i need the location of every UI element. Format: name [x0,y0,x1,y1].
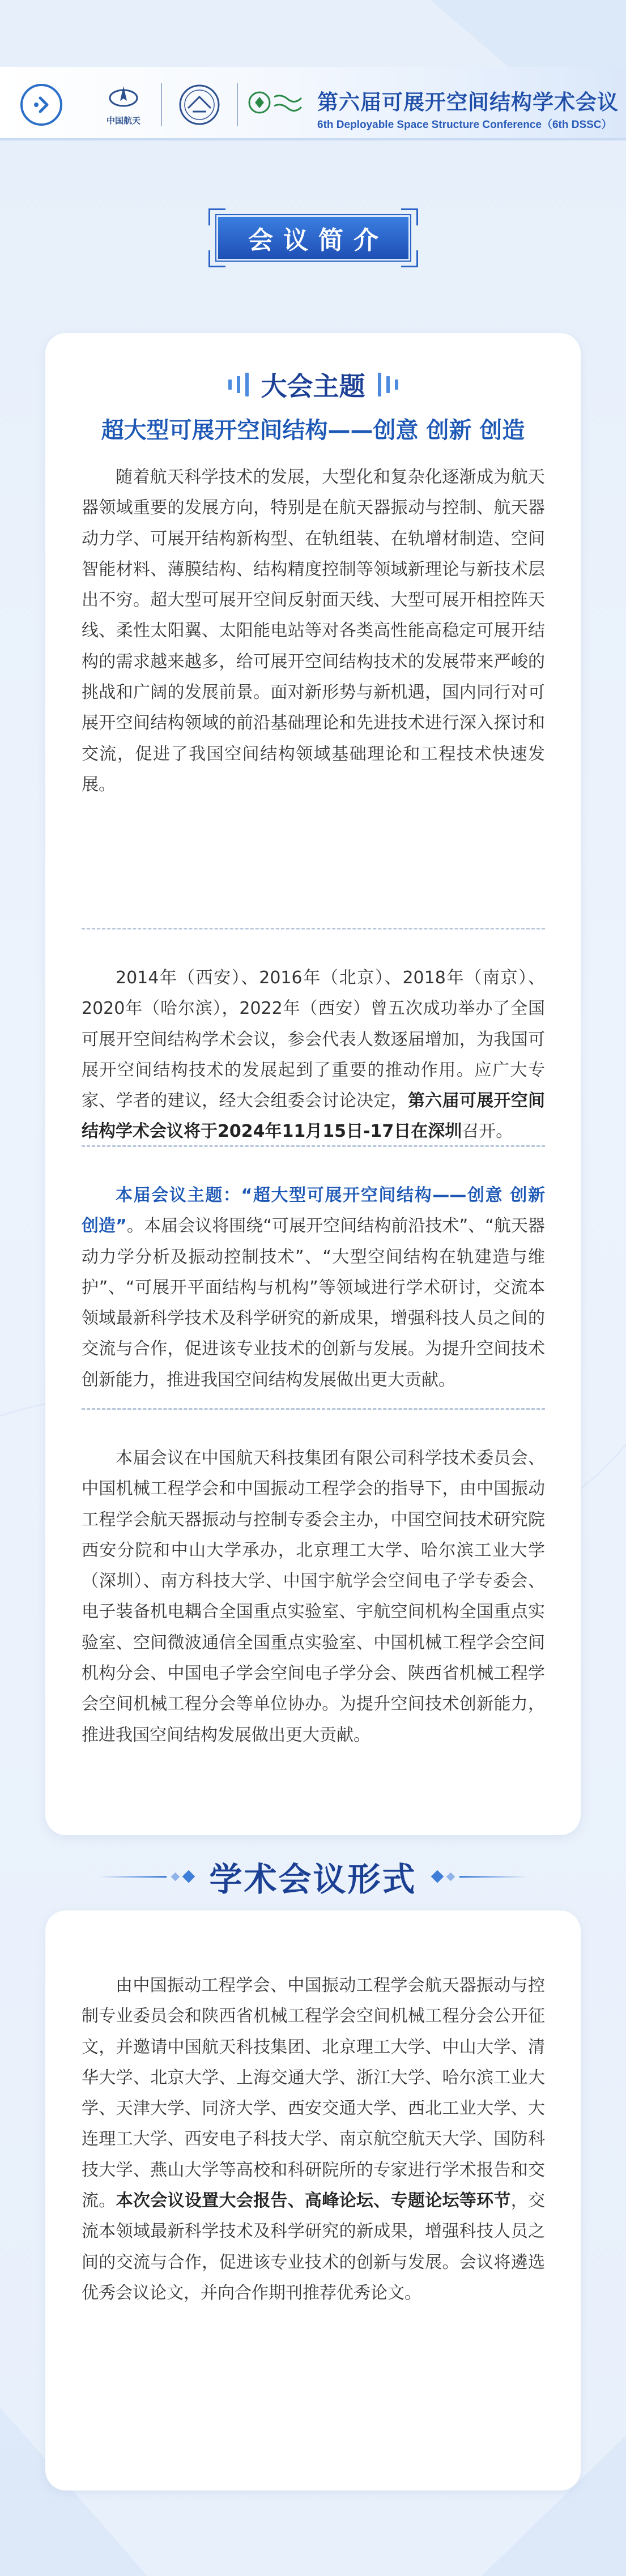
format-end: ，交流本领域最新科学技术及科学研究的新成果，增强科技人员之间的交流与合作，促进该专业技术的创新与发展。会议将遴选优秀会议论文，并向合作期刊推荐优秀论文。 [82,2191,546,2303]
university-emblem-icon [247,82,304,127]
university-logo [248,79,303,130]
logo-group [96,79,303,130]
theme-subtitle: 超大型可展开空间结构——创意 创新 创造 [101,417,525,443]
format-card [45,1910,581,2490]
logo-divider [237,83,238,126]
section-heading-format [0,1851,626,1902]
paragraph-divider [82,1145,545,1147]
dssc-emblem-icon [177,82,222,127]
casc-logo-caption: 中国航天 [106,115,140,126]
p2-text: 2014年（西安）、2016年（北京）、2018年（南京）、2020年（哈尔滨），2022年（西安）曾五次成功举办了全国可展开空间结构学术会议，参会代表人数逐届增加，为我国可展开空间结构技术的发展起到了重要的推动作用。应广大专家、学者的建议，经大会组委会讨论决定， [82,968,545,1111]
p2-end: 召开。 [462,1121,513,1142]
heading-bars-left-icon [228,373,249,396]
intro-paragraph-3 [82,1180,545,1396]
chevron-right-icon [29,92,54,117]
intro-paragraph-1: 随着航天科学技术的发展，大型化和复杂化逐渐成为航天器领域重要的发展方向，特别是在航天器振动与控制、航天器动力学、可展开结构新构型、在轨组装、在轨增材制造、空间智能材料、薄膜结构、结构精度控制等领域新理论与新技术层出不穷。超大型可展开空间反射面天线、大型可展开相控阵天线、柔性太阳翼、太阳能电站等对各类高性能高稳定可展开结构的需求越来越多，给可展开空间结构技术的发展带来严峻的挑战和广阔的发展前景。面对新形势与新机遇，国内同行对可展开空间结构领域的前沿基础理论和先进技术进行深入探讨和交流，促进了我国空间结构领域基础理论和工程技术快速发展。 [82,467,545,795]
paragraph-divider [82,928,545,929]
conference-subtitle: 6th Deployable Space Structure Conference（6th DSSC） [317,119,612,131]
diamond-right-icon [433,1872,527,1881]
theme-heading-row [45,366,581,403]
intro-paragraph-2 [82,963,545,1148]
nav-button[interactable] [20,84,62,126]
logo-divider [161,83,162,126]
header [0,0,626,215]
format-paragraph [82,1971,545,2309]
format-highlight: 本次会议设置大会报告、高峰论坛、专题论坛等环节 [116,2191,511,2211]
conference-title: 第六届可展开空间结构学术会议 [317,90,619,114]
theme-heading: 大会主题 [261,371,365,402]
format-text: 由中国振动工程学会、中国振动工程学会航天器振动与控制专业委员会和陕西省机械工程学会空间机械工程分会公开征文，并邀请中国航天科技集团、北京理工大学、中山大学、清华大学、北京大学、上海交通大学、浙江大学、哈尔滨工业大学、天津大学、同济大学、西安交通大学、西北工业大学、大连理工大学、西安电子科技大学、南京航空航天大学、国防科技大学、燕山大学等高校和科研院所的专家进行学术报告和交流。 [82,1976,545,2211]
banner-label-box [216,215,410,261]
section-banner-intro [208,208,418,267]
diamond-left-icon [99,1872,193,1881]
p2-date-highlight: 第六届可展开空间结构学术会议将于2024年11月15日-17日在深圳 [82,1091,546,1142]
dssc-logo [172,79,227,130]
casc-logo [96,79,151,130]
heading-bars-right-icon [378,373,398,396]
banner-label: 会议简介 [248,226,389,255]
format-heading: 学术会议形式 [209,1860,417,1899]
paragraph-divider [82,1408,545,1410]
p3-text: 。本届会议将围绕“可展开空间结构前沿技术”、“航天器动力学分析及振动控制技术”、“大型空间结构在轨建造与维护”、“可展开平面结构与机构”等领域进行学术研讨，交流本领域最新科学技术及科学研究的新成果，增强科技人员之间的交流与合作，促进该专业技术的创新与发展。为提升空间技术创新能力，推进我国空间结构发展做出更大贡献。 [82,1216,545,1390]
intro-card [45,333,581,1835]
intro-paragraph-4: 本届会议在中国航天科技集团有限公司科学技术委员会、中国机械工程学会和中国振动工程学会的指导下，由中国振动工程学会航天器振动与控制专委会主办，中国空间技术研究院西安分院和中山大学承办，北京理工大学、哈尔滨工业大学（深圳）、南方科技大学、中国宇航学会空间电子学专委会、电子装备机电耦合全国重点实验室、宇航空间机构全国重点实验室、空间微波通信全国重点实验室、中国机械工程学会空间机构分会、中国电子学会空间电子学分会、陕西省机械工程学会空间机械工程分会等单位协办。为提升空间技术创新能力，推进我国空间结构发展做出更大贡献。 [82,1448,545,1745]
p3-theme-label: 本届会议主题：“超大型可展开空间结构——创意 创新 创造” [82,1185,545,1236]
casc-emblem-icon [108,84,139,112]
